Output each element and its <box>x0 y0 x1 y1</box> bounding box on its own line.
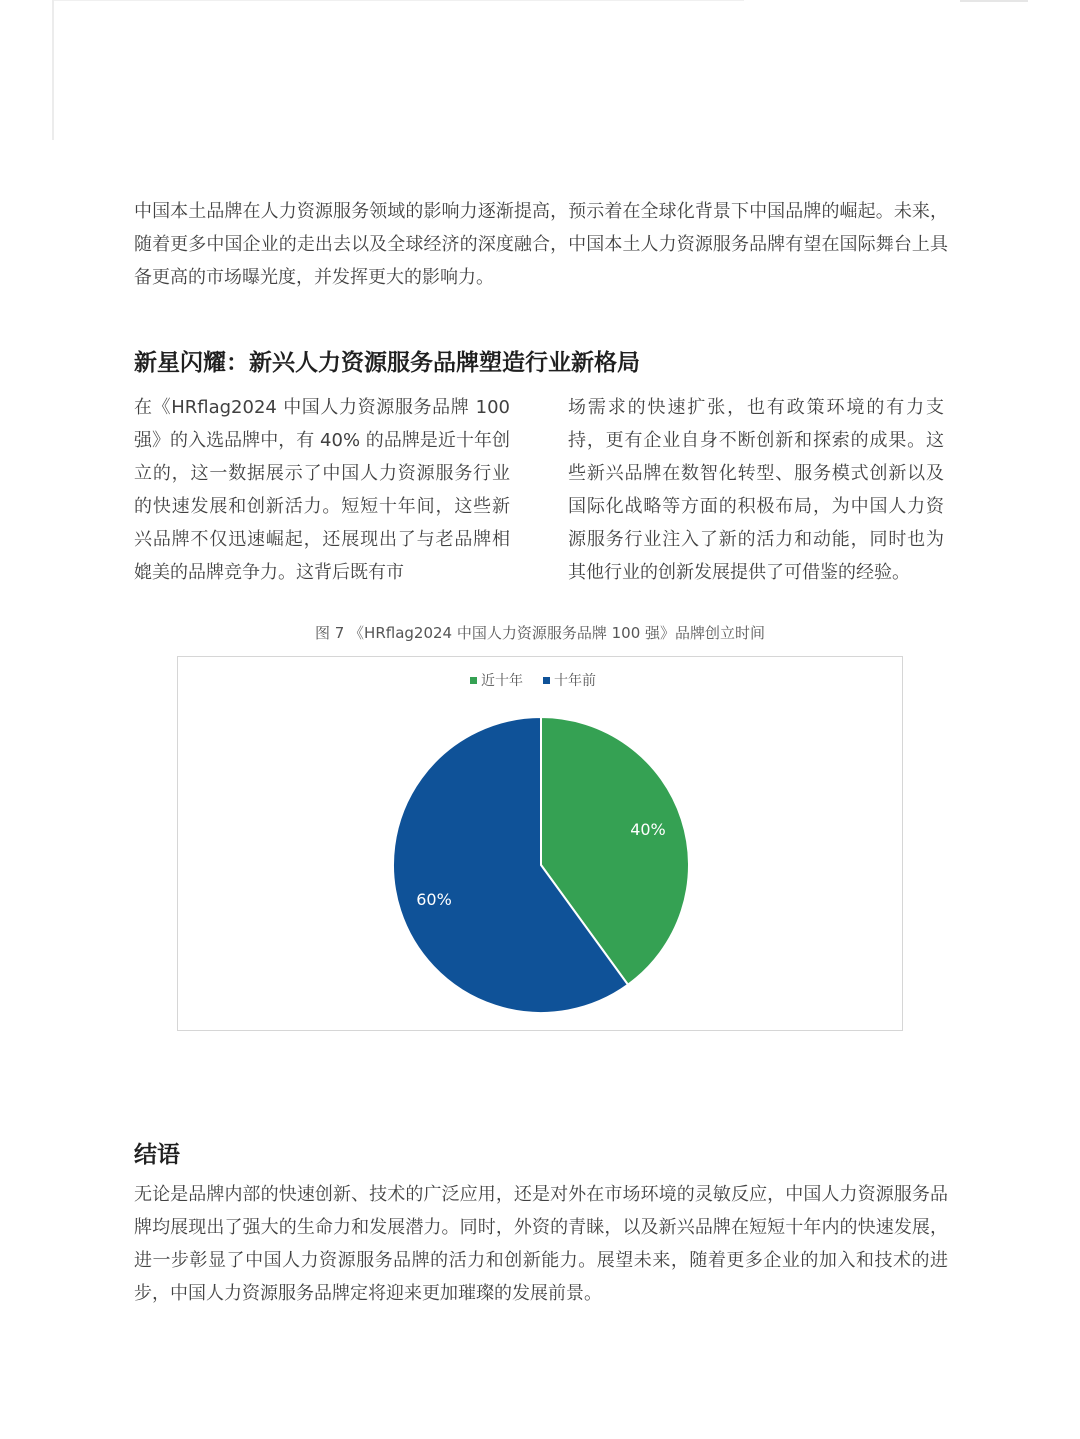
legend-label-0: 近十年 <box>481 673 523 689</box>
figure-caption: 图 7 《HRflag2024 中国人力资源服务品牌 100 强》品牌创立时间 <box>314 624 766 642</box>
legend-swatch-0 <box>470 677 477 684</box>
page-edge-strip <box>52 0 54 140</box>
intro-paragraph: 中国本土品牌在人力资源服务领域的影响力逐渐提高，预示着在全球化背景下中国品牌的崛起。未来，随着更多中国企业的走出去以及全球经济的深度融合，中国本土人力资源服务品牌有望在国际舞台上具备更高的市场曝光度，并发挥更大的影响力。 <box>134 201 948 288</box>
top-right-mark <box>960 0 1028 2</box>
legend-swatch-1 <box>543 677 550 684</box>
legend-label-1: 十年前 <box>554 673 596 689</box>
section-heading: 新星闪耀：新兴人力资源服务品牌塑造行业新格局 <box>134 350 640 376</box>
conclusion-paragraph: 无论是品牌内部的快速创新、技术的广泛应用，还是对外在市场环境的灵敏反应，中国人力资源服务品牌均展现出了强大的生命力和发展潜力。同时，外资的青睐，以及新兴品牌在短短十年内的快速发展，进一步彰显了中国人力资源服务品牌的活力和创新能力。展望未来，随着更多企业的加入和技术的进步，中国人力资源服务品牌定将迎来更加璀璨的发展前景。 <box>134 1184 948 1304</box>
pie-chart-frame <box>177 656 903 1031</box>
pie-label-0: 40% <box>630 820 666 840</box>
conclusion-heading: 结语 <box>134 1142 180 1168</box>
top-rule <box>54 0 744 1</box>
section-column-right: 场需求的快速扩张，也有政策环境的有力支持，更有企业自身不断创新和探索的成果。这些新兴品牌在数智化转型、服务模式创新以及国际化战略等方面的积极布局，为中国人力资源服务行业注入了新的活力和动能，同时也为其他行业的创新发展提供了可借鉴的经验。 <box>568 397 944 583</box>
section-column-left: 在《HRflag2024 中国人力资源服务品牌 100 强》的入选品牌中，有 40% 的品牌是近十年创立的，这一数据展示了中国人力资源服务行业的快速发展和创新活力。短短十年间，这些新兴品牌不仅迅速崛起，还展现出了与老品牌相媲美的品牌竞争力。这背后既有市 <box>134 397 510 583</box>
pie-chart <box>178 657 902 1030</box>
pie-label-1: 60% <box>416 889 452 909</box>
